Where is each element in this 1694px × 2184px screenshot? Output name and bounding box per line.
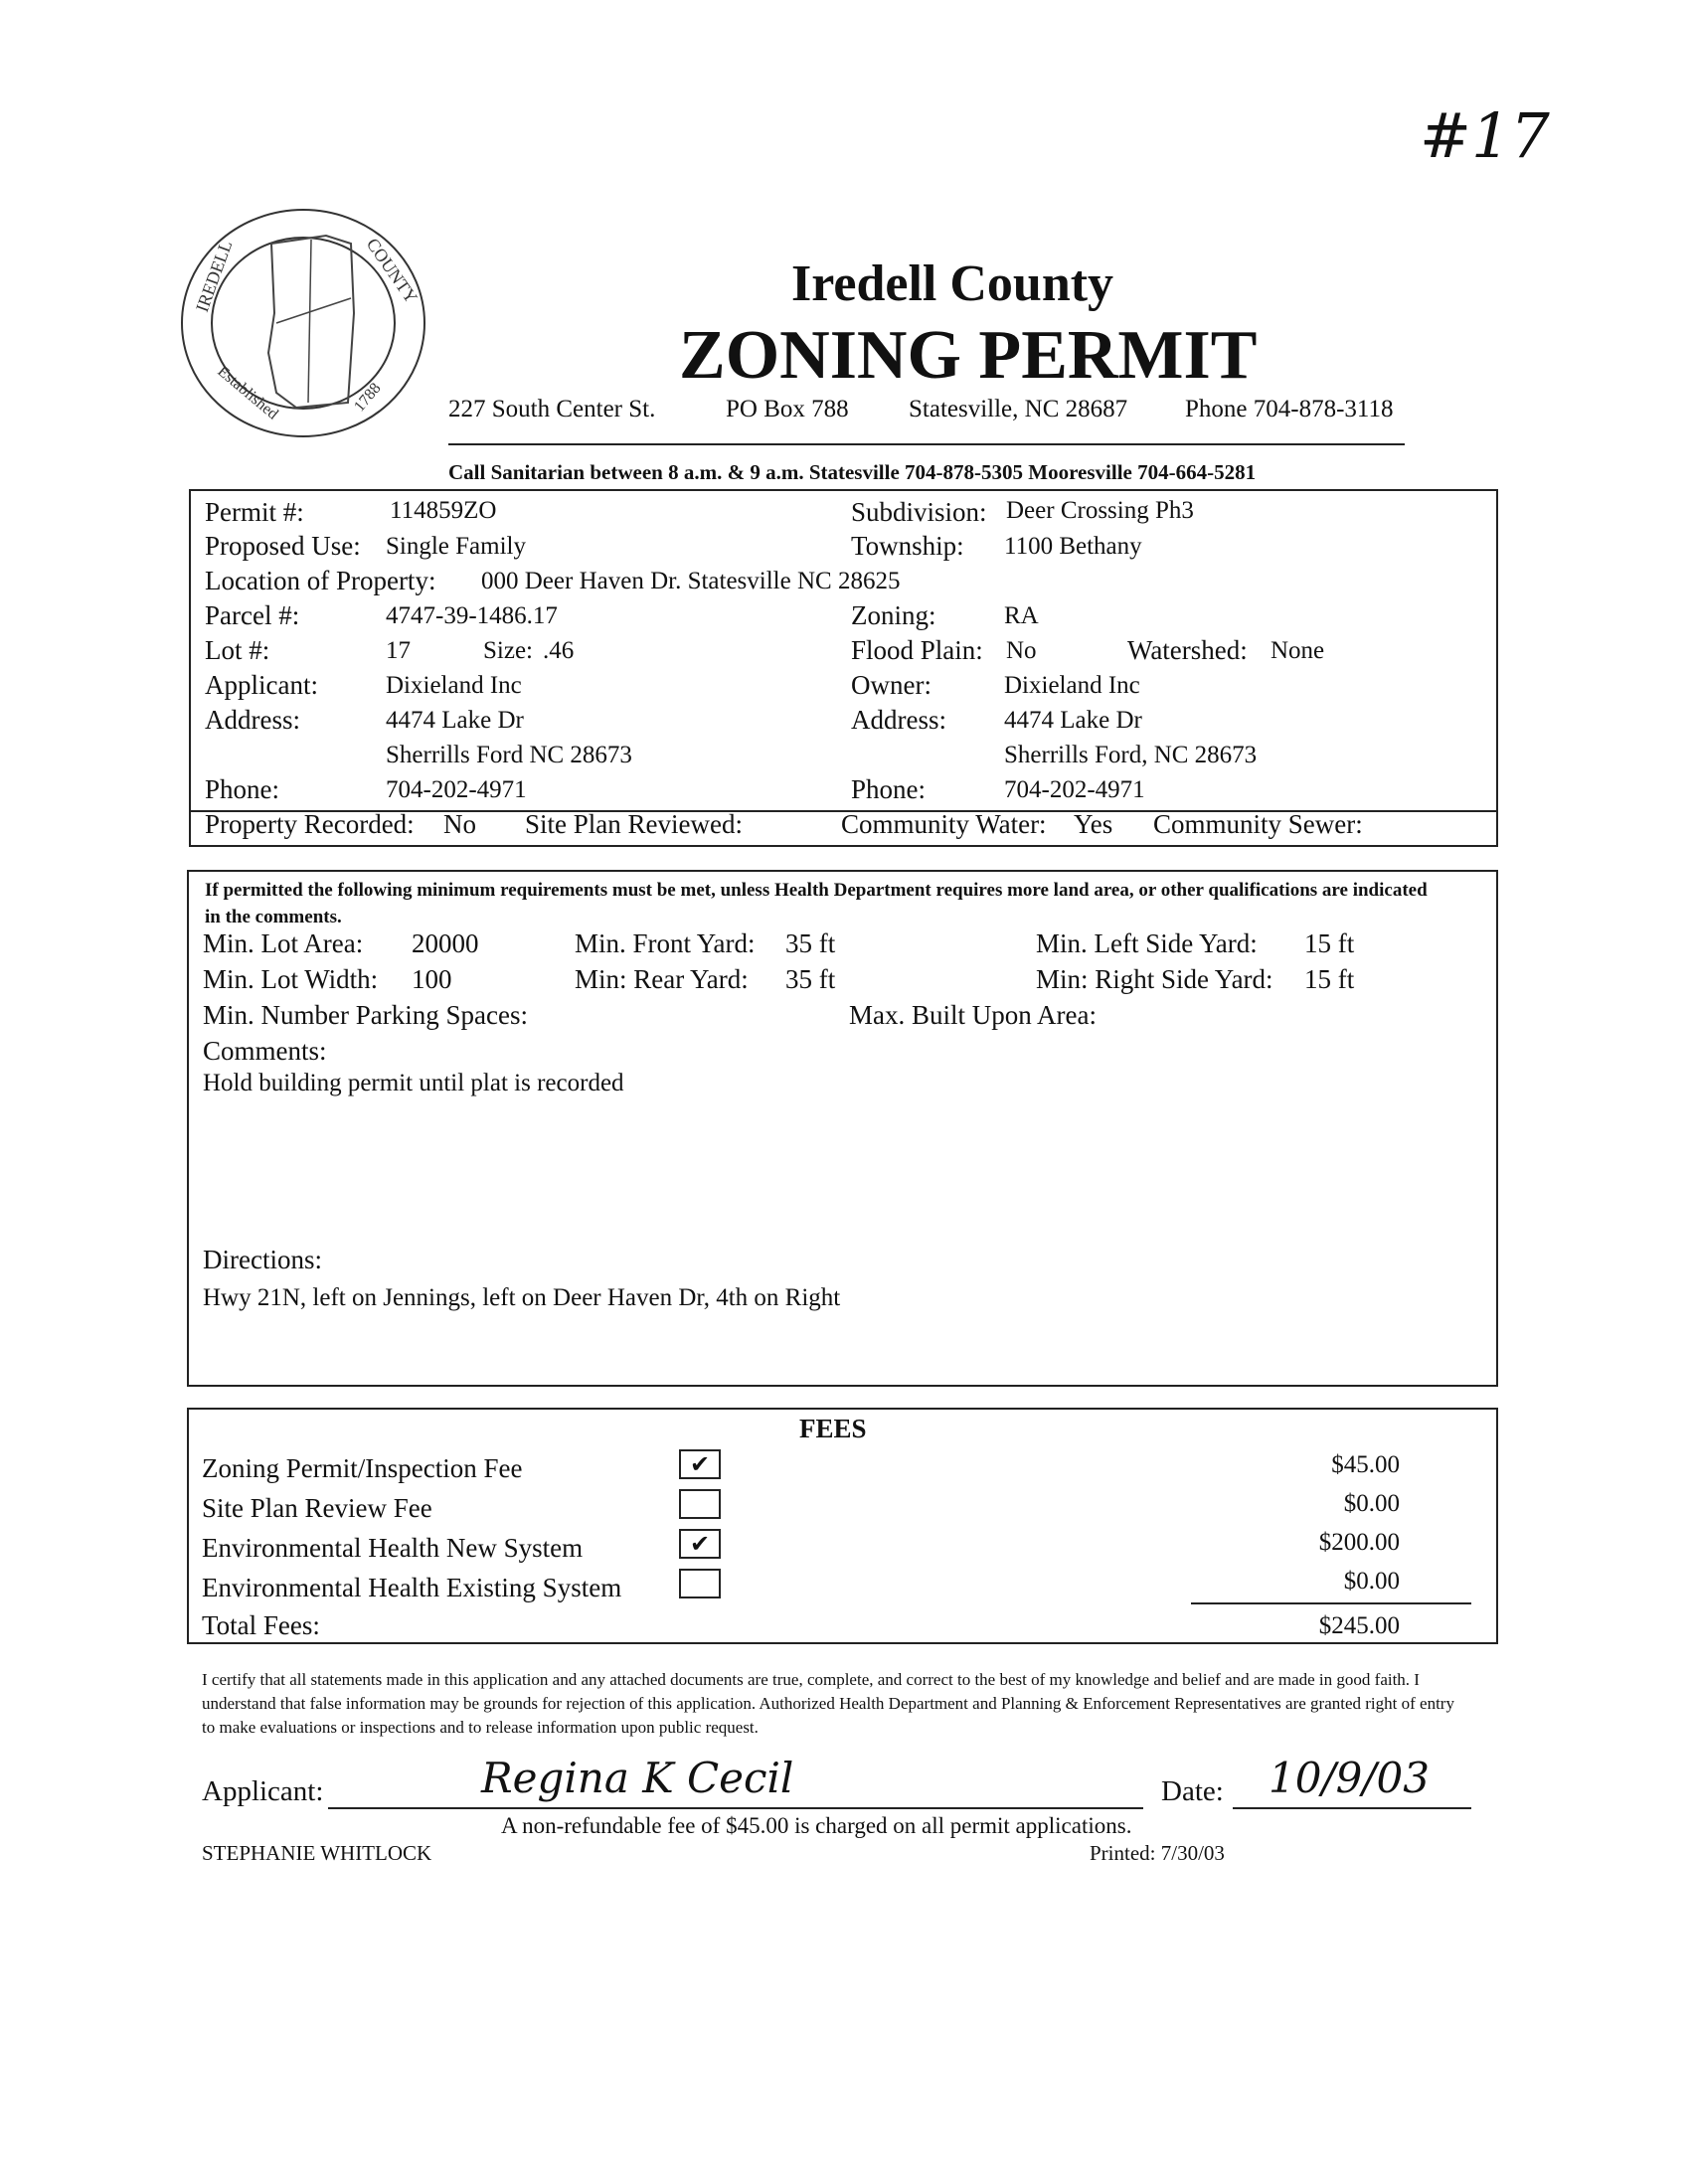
location-label: Location of Property: xyxy=(205,566,436,595)
directions-label: Directions: xyxy=(203,1245,322,1274)
fee-env-existing-checkbox[interactable] xyxy=(679,1569,721,1598)
min-right-side-value: 15 ft xyxy=(1304,964,1355,994)
owner-address-line2: Sherrills Ford, NC 28673 xyxy=(1004,742,1258,768)
fee-env-new-label: Environmental Health New System xyxy=(202,1533,584,1563)
total-fees-amount: $245.00 xyxy=(1318,1612,1400,1639)
sanitarian-note: Call Sanitarian between 8 a.m. & 9 a.m. Statesville 704-878-5305 Mooresville 704-664-5281 xyxy=(448,460,1257,484)
fees-total-rule xyxy=(1191,1602,1471,1604)
requirements-intro: If permitted the following minimum requirements must be met, unless Health Department requires more land area, or other qualifications are indicated in the comments. xyxy=(205,880,1428,927)
size-label: Size: xyxy=(483,637,533,664)
applicant-label: Applicant: xyxy=(205,670,318,700)
size-value: .46 xyxy=(543,637,575,664)
staff-name: STEPHANIE WHITLOCK xyxy=(202,1841,432,1865)
subdivision-value: Deer Crossing Ph3 xyxy=(1006,497,1194,524)
township-label: Township: xyxy=(851,531,964,561)
owner-value: Dixieland Inc xyxy=(1004,672,1140,699)
office-phone: Phone 704-878-3118 xyxy=(1185,396,1394,422)
property-recorded-value: No xyxy=(443,809,476,839)
non-refundable-note: A non-refundable fee of $45.00 is charged on all permit applications. xyxy=(501,1813,1132,1838)
svg-text:1788: 1788 xyxy=(351,380,385,416)
flood-plain-label: Flood Plain: xyxy=(851,635,983,665)
fee-zoning-amount: $45.00 xyxy=(1331,1451,1400,1478)
location-value: 000 Deer Haven Dr. Statesville NC 28625 xyxy=(481,568,901,594)
signature-date: 10/9/03 xyxy=(1269,1754,1430,1802)
signature-date-label: Date: xyxy=(1161,1775,1224,1807)
owner-address-line1: 4474 Lake Dr xyxy=(1004,707,1142,734)
subdivision-label: Subdivision: xyxy=(851,497,987,527)
min-front-yard-value: 35 ft xyxy=(785,928,836,958)
permit-number: 114859ZO xyxy=(390,497,497,524)
fee-env-new-checkbox[interactable]: ✔ xyxy=(679,1529,721,1559)
date-line xyxy=(1233,1807,1471,1809)
min-rear-yard-label: Min: Rear Yard: xyxy=(575,964,749,994)
fees-title: FEES xyxy=(799,1414,867,1443)
min-front-yard-label: Min. Front Yard: xyxy=(575,928,756,958)
svg-text:COUNTY: COUNTY xyxy=(362,234,423,307)
applicant-signature: Regina K Cecil xyxy=(481,1754,794,1802)
parcel-value: 4747-39-1486.17 xyxy=(386,602,558,629)
fee-env-new-amount: $200.00 xyxy=(1318,1529,1400,1556)
signature-applicant-label: Applicant: xyxy=(202,1775,324,1807)
applicant-phone-label: Phone: xyxy=(205,774,280,804)
applicant-value: Dixieland Inc xyxy=(386,672,522,699)
fee-zoning-label: Zoning Permit/Inspection Fee xyxy=(202,1453,523,1483)
certification-text: I certify that all statements made in this application and any attached documents are true, complete, and correct to the best of my knowledge and belief and are made in good faith. I understand that false information may be grounds for rejection of this application. Authorized Health Department and Planning & Enforcement Representatives are granted right of entry to make evaluations or inspections and to release information upon public request. xyxy=(202,1670,1454,1737)
county-seal xyxy=(177,204,430,442)
min-rear-yard-value: 35 ft xyxy=(785,964,836,994)
owner-phone-label: Phone: xyxy=(851,774,927,804)
fee-env-existing-amount: $0.00 xyxy=(1343,1568,1400,1595)
lot-label: Lot #: xyxy=(205,635,270,665)
zoning-value: RA xyxy=(1004,602,1039,629)
community-sewer-label: Community Sewer: xyxy=(1153,809,1363,839)
svg-text:Established: Established xyxy=(214,363,281,423)
watershed-value: None xyxy=(1270,637,1325,664)
fee-env-existing-label: Environmental Health Existing System xyxy=(202,1573,622,1602)
fee-site-plan-checkbox[interactable] xyxy=(679,1489,721,1519)
directions-text: Hwy 21N, left on Jennings, left on Deer Haven Dr, 4th on Right xyxy=(203,1284,841,1311)
max-built-area-label: Max. Built Upon Area: xyxy=(849,1000,1097,1030)
min-right-side-label: Min: Right Side Yard: xyxy=(1036,964,1273,994)
handwritten-annotation: #17 xyxy=(1420,99,1550,172)
county-name: Iredell County xyxy=(791,255,1114,312)
min-lot-area-label: Min. Lot Area: xyxy=(203,928,364,958)
community-water-value: Yes xyxy=(1074,809,1113,839)
min-left-side-label: Min. Left Side Yard: xyxy=(1036,928,1258,958)
owner-label: Owner: xyxy=(851,670,932,700)
property-recorded-label: Property Recorded: xyxy=(205,809,415,839)
total-fees-label: Total Fees: xyxy=(202,1610,320,1640)
watershed-label: Watershed: xyxy=(1127,635,1248,665)
applicant-address-label: Address: xyxy=(205,705,300,735)
comments-label: Comments: xyxy=(203,1036,327,1066)
owner-phone-value: 704-202-4971 xyxy=(1004,776,1145,803)
owner-address-label: Address: xyxy=(851,705,946,735)
comments-text: Hold building permit until plat is recorded xyxy=(203,1070,624,1096)
zoning-label: Zoning: xyxy=(851,600,936,630)
min-lot-width-label: Min. Lot Width: xyxy=(203,964,379,994)
signature-line xyxy=(328,1807,1143,1809)
fee-site-plan-label: Site Plan Review Fee xyxy=(202,1493,432,1523)
fee-zoning-checkbox[interactable]: ✔ xyxy=(679,1449,721,1479)
min-parking-label: Min. Number Parking Spaces: xyxy=(203,1000,528,1030)
fee-site-plan-amount: $0.00 xyxy=(1343,1490,1400,1517)
office-address: 227 South Center St. xyxy=(448,396,656,422)
min-lot-width-value: 100 xyxy=(412,964,452,994)
header-rule xyxy=(448,443,1405,445)
site-plan-label: Site Plan Reviewed: xyxy=(525,809,743,839)
community-water-label: Community Water: xyxy=(841,809,1047,839)
permit-label: Permit #: xyxy=(205,497,304,527)
office-city: Statesville, NC 28687 xyxy=(909,396,1128,422)
applicant-address-line2: Sherrills Ford NC 28673 xyxy=(386,742,632,768)
use-label: Proposed Use: xyxy=(205,531,361,561)
min-lot-area-value: 20000 xyxy=(412,928,479,958)
parcel-label: Parcel #: xyxy=(205,600,300,630)
flood-plain-value: No xyxy=(1006,637,1037,664)
township-value: 1100 Bethany xyxy=(1004,533,1142,560)
svg-text:IREDELL: IREDELL xyxy=(191,238,237,315)
applicant-phone-value: 704-202-4971 xyxy=(386,776,527,803)
min-left-side-value: 15 ft xyxy=(1304,928,1355,958)
printed-date: Printed: 7/30/03 xyxy=(1090,1841,1225,1865)
use-value: Single Family xyxy=(386,533,526,560)
lot-value: 17 xyxy=(386,637,411,664)
applicant-address-line1: 4474 Lake Dr xyxy=(386,707,524,734)
page-title: ZONING PERMIT xyxy=(679,317,1258,394)
office-po-box: PO Box 788 xyxy=(726,396,849,422)
